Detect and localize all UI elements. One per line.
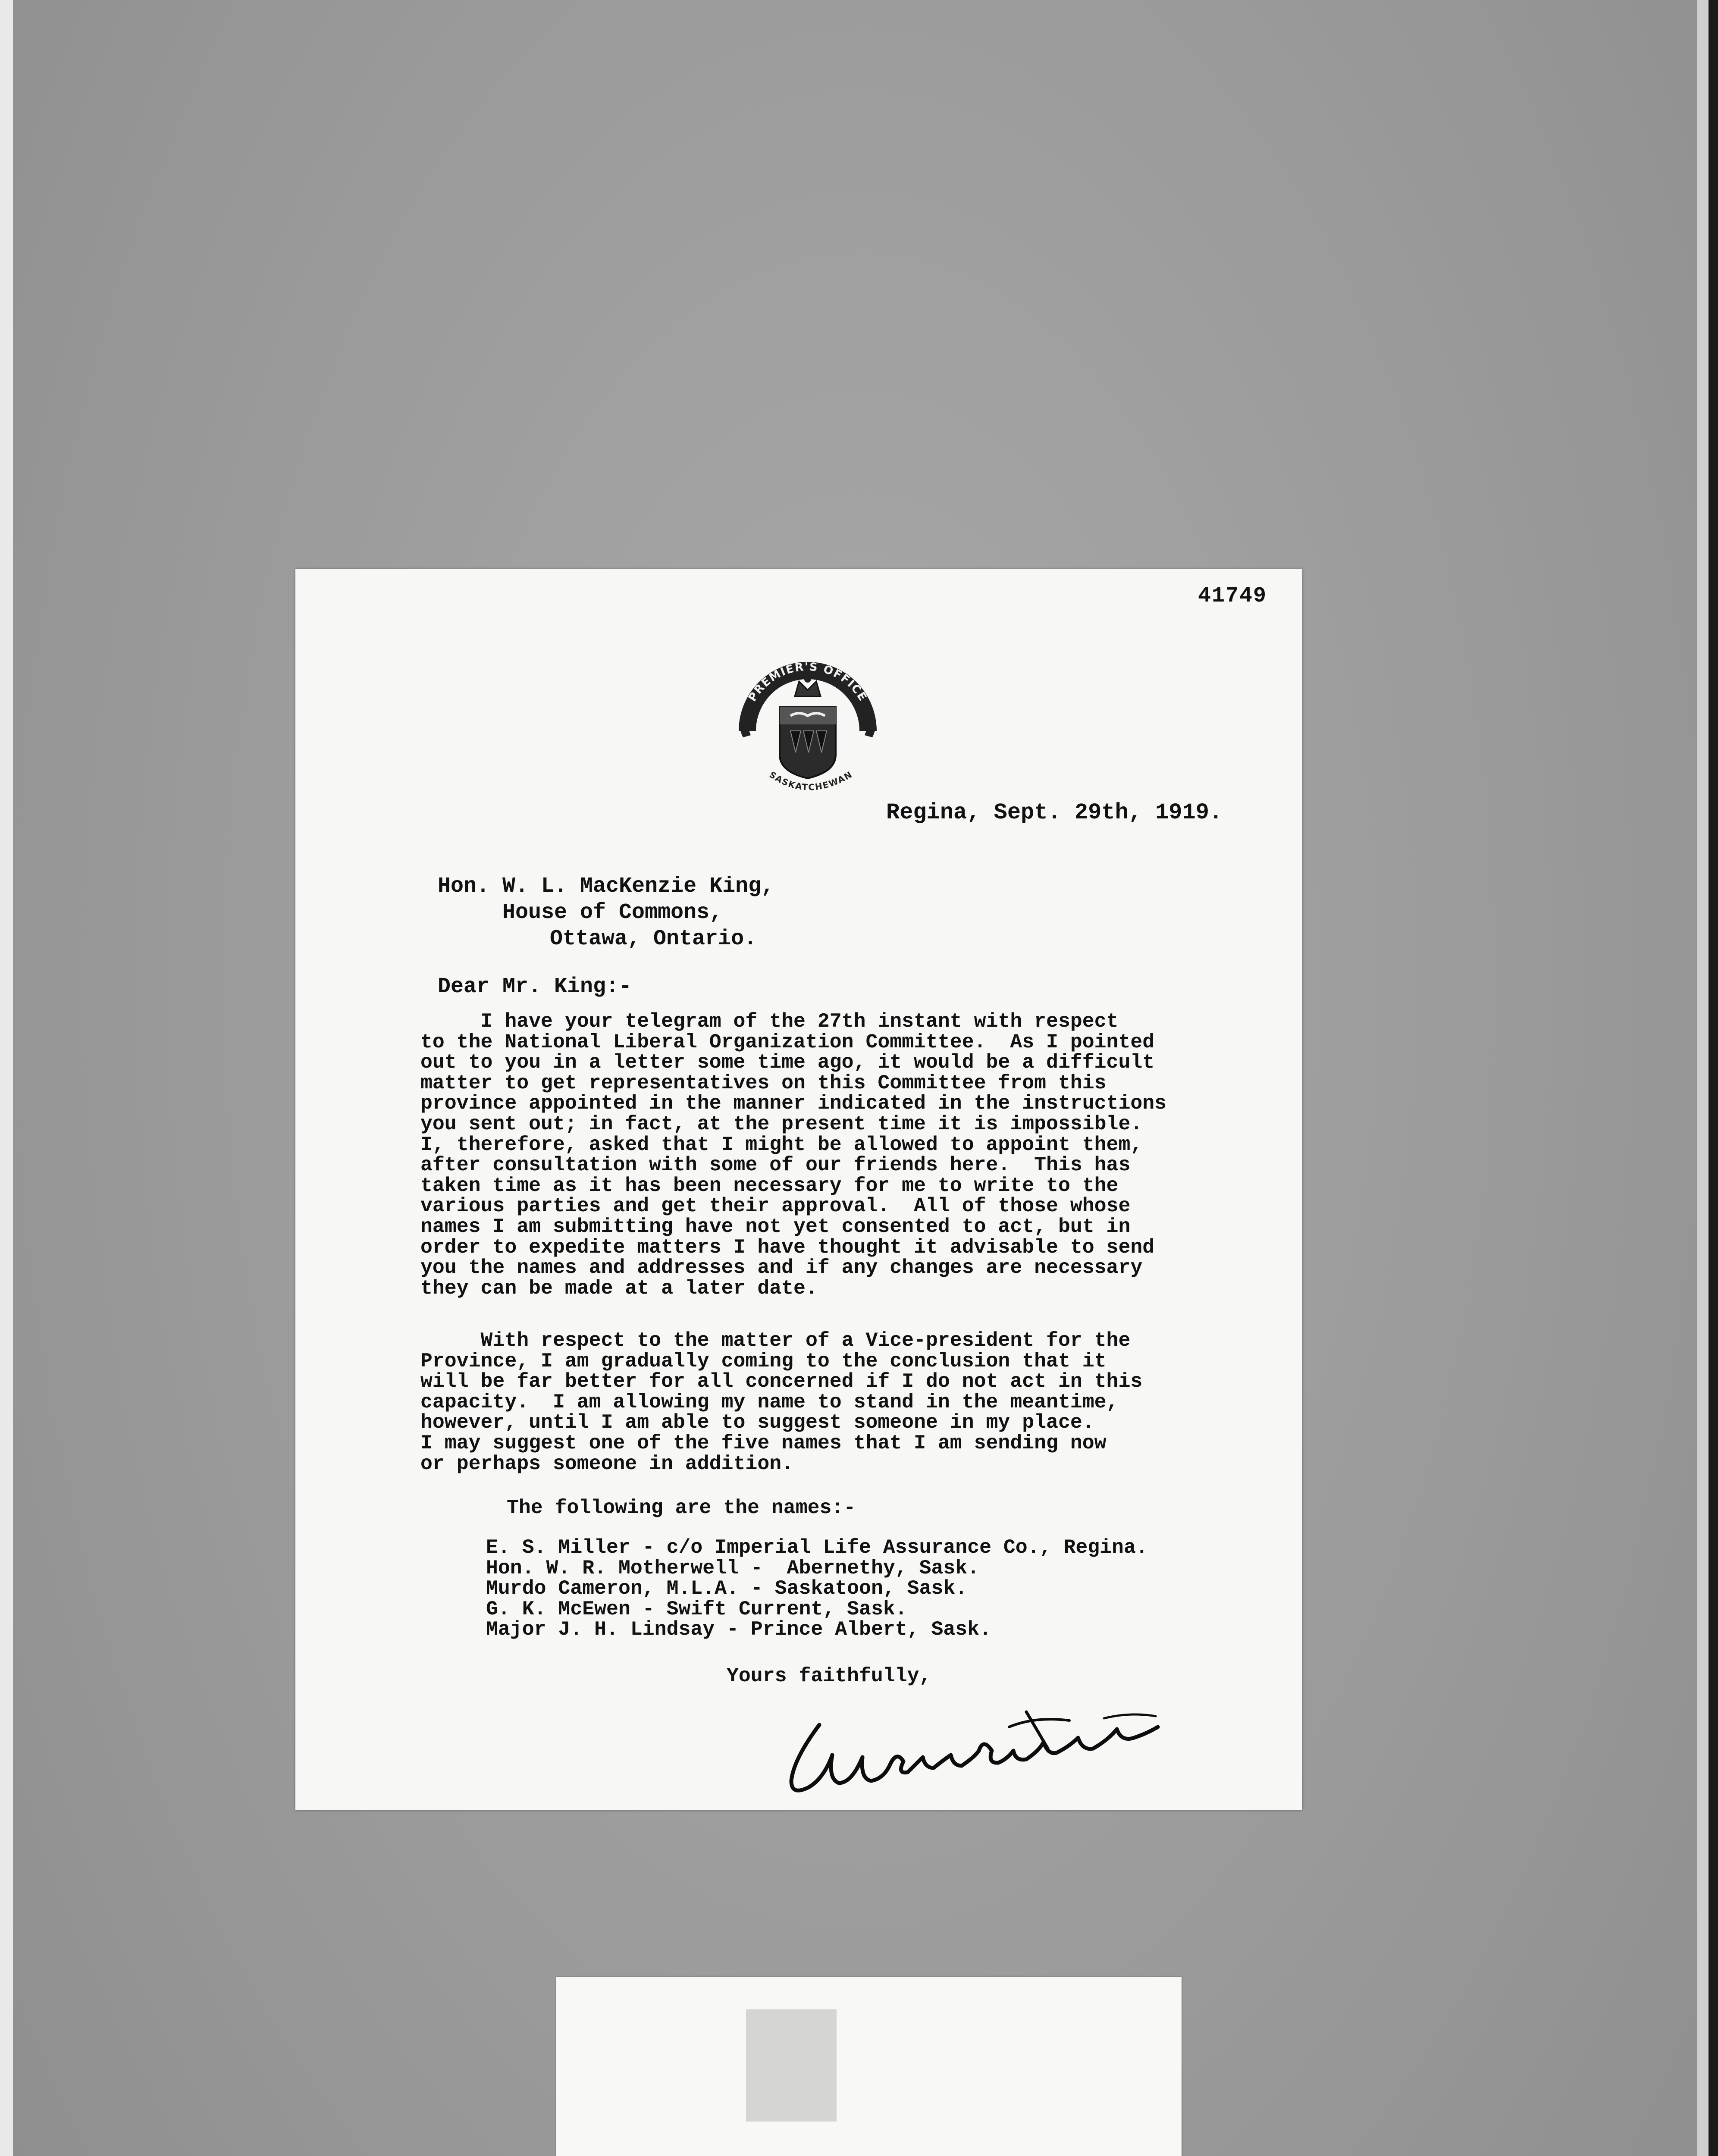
body-line: you the names and addresses and if any changes are necessary bbox=[420, 1256, 1143, 1279]
body-line: Province, I am gradually coming to the conclusion that it bbox=[420, 1349, 1107, 1373]
list-item: Hon. W. R. Motherwell - Abernethy, Sask. bbox=[486, 1556, 980, 1579]
film-edge-strip bbox=[1697, 0, 1709, 2156]
film-edge-left bbox=[0, 0, 13, 2156]
addressee-line: Hon. W. L. MacKenzie King, bbox=[438, 874, 774, 899]
saskatchewan-seal-icon bbox=[730, 655, 885, 819]
body-line: after consultation with some of our friends here. This has bbox=[420, 1153, 1131, 1177]
body-line: With respect to the matter of a Vice-president for the bbox=[420, 1329, 1131, 1352]
body-line: out to you in a letter some time ago, it would be a difficult bbox=[420, 1051, 1155, 1074]
list-item: Murdo Cameron, M.L.A. - Saskatoon, Sask. bbox=[486, 1577, 968, 1600]
list-item: E. S. Miller - c/o Imperial Life Assurance Co., Regina. bbox=[486, 1536, 1148, 1559]
salutation: Dear Mr. King:- bbox=[438, 975, 632, 999]
handwritten-signature bbox=[768, 1686, 1285, 1811]
body-line: province appointed in the manner indicated in the instructions bbox=[420, 1092, 1167, 1115]
body-line: names I am submitting have not yet consented to act, but in bbox=[420, 1215, 1131, 1238]
svg-text:PREMIER'S OFFICE: PREMIER'S OFFICE bbox=[746, 660, 870, 704]
letter-date: Regina, Sept. 29th, 1919. bbox=[886, 800, 1223, 825]
body-line: you sent out; in fact, at the present time it is impossible. bbox=[420, 1112, 1143, 1135]
tape-mark bbox=[746, 2009, 837, 2122]
body-line: I have your telegram of the 27th instant with respect bbox=[420, 1010, 1119, 1033]
body-line: I may suggest one of the five names that I am sending now bbox=[420, 1431, 1107, 1454]
body-line: or perhaps someone in addition. bbox=[420, 1452, 794, 1475]
list-item: G. K. McEwen - Swift Current, Sask. bbox=[486, 1597, 907, 1620]
names-intro: The following are the names:- bbox=[507, 1496, 856, 1519]
list-item: Major J. H. Lindsay - Prince Albert, Sask. bbox=[486, 1618, 991, 1641]
paragraph-telegram bbox=[420, 1011, 1166, 1298]
body-line: they can be made at a later date. bbox=[420, 1276, 818, 1300]
names-list bbox=[486, 1537, 1148, 1640]
letter-page bbox=[295, 569, 1302, 1810]
addressee-block bbox=[438, 873, 774, 952]
body-line: taken time as it has been necessary for me to write to the bbox=[420, 1174, 1119, 1197]
addressee-line: Ottawa, Ontario. bbox=[550, 927, 757, 951]
body-line: capacity. I am allowing my name to stand in the meantime, bbox=[420, 1390, 1119, 1413]
addressee-line: House of Commons, bbox=[502, 900, 723, 925]
body-line: will be far better for all concerned if I do not act in this bbox=[420, 1370, 1143, 1393]
body-line: matter to get representatives on this Committee from this bbox=[420, 1071, 1107, 1094]
closing: Yours faithfully, bbox=[727, 1664, 931, 1687]
paragraph-vice-president bbox=[420, 1330, 1142, 1474]
film-edge-right bbox=[1709, 0, 1718, 2156]
body-line: order to expedite matters I have thought it advisable to send bbox=[420, 1235, 1155, 1259]
svg-text:SASKATCHEWAN: SASKATCHEWAN bbox=[767, 769, 855, 793]
body-line: to the National Liberal Organization Committee. As I pointed bbox=[420, 1030, 1155, 1053]
body-line: I, therefore, asked that I might be allowed to appoint them, bbox=[420, 1133, 1143, 1156]
body-line: various parties and get their approval. All of those whose bbox=[420, 1194, 1131, 1218]
body-line: however, until I am able to suggest someone in my place. bbox=[420, 1411, 1094, 1434]
document-number: 41749 bbox=[1198, 584, 1267, 608]
archive-tag-card bbox=[556, 1977, 1182, 2156]
